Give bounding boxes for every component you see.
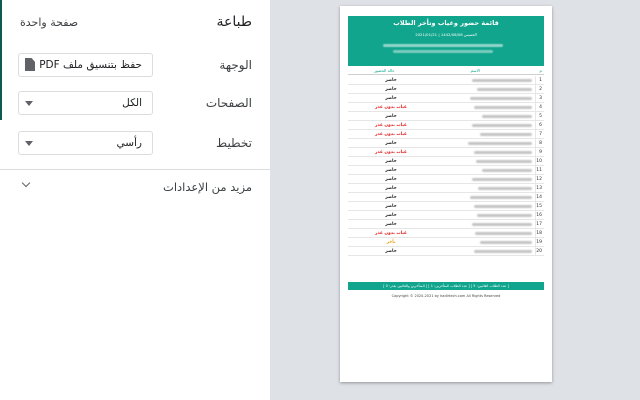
row-number: 6	[539, 123, 542, 128]
row-separator	[535, 103, 536, 112]
blurred-student-name	[480, 133, 532, 136]
more-settings-toggle[interactable]	[0, 177, 270, 197]
blurred-student-name	[482, 169, 532, 172]
attendance-status: حاضر	[385, 195, 397, 200]
row-number: 4	[539, 105, 542, 110]
destination-value: حفظ بتنسيق ملف PDF	[39, 59, 142, 71]
attendance-status: حاضر	[385, 186, 397, 191]
row-number: 19	[536, 240, 542, 245]
attendance-status: حاضر	[385, 96, 397, 101]
layout-label: تخطيط	[216, 136, 252, 150]
dropdown-arrow-icon	[25, 141, 33, 146]
document-title: قائمة حضور وغياب وتأخر الطلاب	[393, 19, 499, 27]
attendance-status: حاضر	[385, 141, 397, 146]
blurred-student-name	[477, 88, 532, 91]
column-header-name: الاسم	[470, 68, 480, 73]
row-number: 7	[539, 132, 542, 137]
row-number: 13	[536, 186, 542, 191]
layout-value: رأسي	[116, 137, 142, 149]
table-row	[348, 175, 544, 184]
table-row	[348, 184, 544, 193]
blurred-student-name	[472, 223, 532, 226]
chevron-down-icon	[22, 179, 30, 187]
table-row	[348, 157, 544, 166]
attendance-status: غياب بدون عذر	[375, 123, 407, 128]
row-number: 14	[536, 195, 542, 200]
blurred-student-name	[472, 124, 532, 127]
blurred-class-info	[393, 50, 493, 53]
row-number: 9	[539, 150, 542, 155]
row-separator	[535, 121, 536, 130]
table-header	[348, 67, 544, 75]
attendance-status: حاضر	[385, 159, 397, 164]
more-settings-label: مزيد من الإعدادات	[163, 180, 252, 194]
attendance-status: حاضر	[385, 87, 397, 92]
row-number: 17	[536, 222, 542, 227]
destination-select[interactable]	[18, 53, 153, 77]
table-row	[348, 247, 544, 256]
blurred-student-name	[470, 196, 532, 199]
attendance-status: حاضر	[385, 78, 397, 83]
row-number: 20	[536, 249, 542, 254]
pages-select[interactable]	[18, 91, 153, 115]
print-preview-page	[340, 6, 552, 382]
table-row	[348, 94, 544, 103]
blurred-student-name	[474, 205, 532, 208]
row-number: 2	[539, 87, 542, 92]
table-row	[348, 211, 544, 220]
row-number: 10	[536, 159, 542, 164]
table-row	[348, 139, 544, 148]
blurred-student-name	[476, 160, 532, 163]
attendance-status: غياب بدون عذر	[375, 231, 407, 236]
attendance-status: حاضر	[385, 177, 397, 182]
settings-divider	[0, 169, 270, 170]
blurred-student-name	[482, 115, 532, 118]
sheet-count: صفحة واحدة	[20, 16, 79, 29]
destination-label: الوجهة	[219, 58, 252, 72]
layout-select[interactable]	[18, 131, 153, 155]
row-separator	[535, 211, 536, 220]
document-header	[348, 16, 544, 66]
row-separator	[535, 166, 536, 175]
blurred-student-name	[468, 142, 532, 145]
row-separator	[535, 220, 536, 229]
row-number: 16	[536, 213, 542, 218]
row-separator	[535, 130, 536, 139]
attendance-status: حاضر	[385, 249, 397, 254]
column-header-number: م	[539, 68, 542, 73]
attendance-status: حاضر	[385, 213, 397, 218]
table-row	[348, 148, 544, 157]
row-separator	[535, 157, 536, 166]
row-number: 1	[539, 78, 542, 83]
row-separator	[535, 139, 536, 148]
row-number: 15	[536, 204, 542, 209]
table-row	[348, 112, 544, 121]
dropdown-arrow-icon	[25, 101, 33, 106]
document-date: الخميس 1442/06/08 | 2021/01/21	[415, 32, 477, 37]
attendance-status: غياب بدون عذر	[375, 132, 407, 137]
attendance-status: حاضر	[385, 114, 397, 119]
table-row	[348, 85, 544, 94]
table-row	[348, 229, 544, 238]
row-separator	[535, 94, 536, 103]
table-row	[348, 193, 544, 202]
column-header-status: حالة الحضور	[374, 68, 395, 73]
attendance-status: تأخر	[386, 240, 396, 245]
blurred-student-name	[478, 187, 532, 190]
row-number: 8	[539, 141, 542, 146]
row-separator	[535, 238, 536, 247]
table-row	[348, 130, 544, 139]
row-separator	[535, 112, 536, 121]
destination-row	[0, 53, 270, 79]
print-settings-panel	[0, 0, 270, 400]
blurred-student-name	[474, 106, 532, 109]
row-number: 11	[536, 168, 542, 173]
table-row	[348, 121, 544, 130]
row-separator	[535, 85, 536, 94]
layout-row	[0, 131, 270, 157]
row-number: 12	[536, 177, 542, 182]
blurred-student-name	[470, 97, 532, 100]
attendance-status: غياب بدون عذر	[375, 150, 407, 155]
blurred-student-name	[472, 178, 532, 181]
row-number: 5	[539, 114, 542, 119]
attendance-table	[348, 76, 544, 256]
blurred-student-name	[474, 250, 532, 253]
table-row	[348, 238, 544, 247]
blurred-student-name	[475, 232, 532, 235]
row-separator	[535, 76, 536, 85]
pdf-file-icon	[25, 58, 35, 71]
row-separator	[535, 193, 536, 202]
table-row	[348, 202, 544, 211]
pages-value: الكل	[122, 97, 142, 109]
attendance-status: حاضر	[385, 204, 397, 209]
table-row	[348, 166, 544, 175]
print-title: طباعة	[216, 14, 252, 30]
panel-header	[0, 14, 270, 34]
row-separator	[535, 202, 536, 211]
row-separator	[535, 247, 536, 256]
row-separator	[535, 229, 536, 238]
row-separator	[535, 184, 536, 193]
blurred-student-name	[477, 214, 532, 217]
document-copyright: Copyright © 2020-2021 by hadirtech.com All Rights Reserved	[391, 294, 501, 298]
row-number: 18	[536, 231, 542, 236]
row-number: 3	[539, 96, 542, 101]
pages-row	[0, 91, 270, 117]
row-separator	[535, 175, 536, 184]
blurred-school-info	[383, 44, 503, 47]
blurred-student-name	[474, 151, 532, 154]
pages-label: الصفحات	[205, 96, 252, 110]
blurred-student-name	[480, 241, 532, 244]
table-row	[348, 103, 544, 112]
attendance-status: حاضر	[385, 222, 397, 227]
row-separator	[535, 148, 536, 157]
attendance-status: حاضر	[385, 168, 397, 173]
document-summary-footer: [ عدد الطلاب الغائبين: 5 ] [ عدد الطلاب المتأخرين: 1 ] [ المتأخرين والغائبين بعذر: 0 ]	[348, 282, 544, 290]
blurred-student-name	[472, 79, 532, 82]
attendance-status: غياب بدون عذر	[375, 105, 407, 110]
table-row	[348, 76, 544, 85]
table-row	[348, 220, 544, 229]
